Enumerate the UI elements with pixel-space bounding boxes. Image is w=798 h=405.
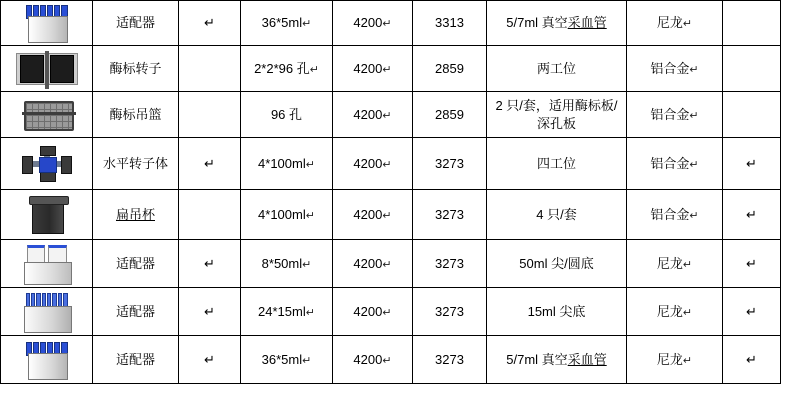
product-name — [93, 190, 179, 240]
spec-mark: ↵ — [305, 209, 315, 222]
speed-mark: ↵ — [382, 209, 392, 222]
table-row — [1, 190, 781, 240]
table-row — [1, 240, 781, 288]
product-image-cell — [1, 138, 93, 190]
product-image-cell — [1, 1, 93, 46]
product-image-cell — [1, 336, 93, 384]
product-name-label[interactable]: 扁吊杯 — [115, 206, 155, 222]
note-cell: 5/7ml 真空采血管 — [487, 1, 627, 46]
speed-mark: ↵ — [382, 258, 392, 271]
table-row — [1, 288, 781, 336]
material-mark: ↵ — [682, 258, 693, 271]
speed-mark: ↵ — [382, 158, 392, 171]
material-value: 铝合金 — [650, 106, 690, 122]
material-mark: ↵ — [689, 63, 699, 76]
note-cell: 四工位 — [487, 138, 627, 190]
speed-value: 4200 — [353, 106, 383, 122]
row-tail — [723, 92, 781, 138]
two-place-rotor-icon — [10, 49, 84, 89]
material-cell — [627, 288, 723, 336]
material-cell — [627, 46, 723, 92]
speed-value: 4200 — [353, 15, 383, 31]
speed-value: 4200 — [353, 303, 383, 319]
material-value: 尼龙 — [656, 351, 683, 367]
speed-cell — [333, 46, 413, 92]
product-image-cell — [1, 92, 93, 138]
blank-cell — [179, 190, 241, 240]
row-tail: ↵ — [723, 240, 781, 288]
rcf-cell: 3273 — [413, 336, 487, 384]
speed-value: 4200 — [353, 155, 383, 171]
note-cell: 两工位 — [487, 46, 627, 92]
spec-cell — [241, 46, 333, 92]
table-row — [1, 46, 781, 92]
row-tail: ↵ — [723, 288, 781, 336]
material-cell — [627, 1, 723, 46]
spec-cell — [241, 240, 333, 288]
speed-cell — [333, 336, 413, 384]
flat-bucket-icon — [10, 195, 84, 235]
row-tail — [723, 46, 781, 92]
speed-cell — [333, 288, 413, 336]
spec-cell — [241, 138, 333, 190]
rcf-cell: 3273 — [413, 240, 487, 288]
adapter-thin-tubes-icon — [10, 292, 84, 332]
hanging-basket-icon — [10, 95, 84, 135]
material-cell — [627, 138, 723, 190]
product-name: 适配器 — [93, 288, 179, 336]
spec-value: 24*15ml — [258, 303, 306, 319]
spec-value: 4*100ml — [258, 206, 306, 222]
row-tail: ↵ — [723, 190, 781, 240]
spec-cell: 96 孔 — [241, 92, 333, 138]
spec-value: 2*2*96 孔 — [254, 60, 310, 76]
adapter-round-tubes-icon — [10, 340, 84, 380]
spec-value: 36*5ml — [261, 15, 303, 31]
note-cell: 4 只/套 — [487, 190, 627, 240]
rcf-cell: 3273 — [413, 288, 487, 336]
note-cell: 2 只/套，适用酶标板/深孔板 — [487, 92, 627, 138]
swing-cross-rotor-icon — [10, 144, 84, 184]
speed-value: 4200 — [353, 255, 383, 271]
product-name: 适配器 — [93, 1, 179, 46]
speed-mark: ↵ — [382, 354, 392, 367]
speed-cell — [333, 1, 413, 46]
rcf-cell: 2859 — [413, 46, 487, 92]
spec-mark: ↵ — [305, 158, 315, 171]
material-mark: ↵ — [682, 306, 693, 319]
product-name: 酶标吊篮 — [93, 92, 179, 138]
material-mark: ↵ — [689, 109, 699, 122]
material-mark: ↵ — [682, 18, 693, 31]
spec-mark: ↵ — [302, 354, 312, 367]
material-value: 铝合金 — [650, 60, 690, 76]
spec-value: 36*5ml — [261, 351, 303, 367]
spec-cell — [241, 190, 333, 240]
table-row — [1, 92, 781, 138]
row-tail — [723, 1, 781, 46]
note-cell: 5/7ml 真空采血管 — [487, 336, 627, 384]
note-link[interactable]: 采血管 — [567, 351, 607, 367]
speed-value: 4200 — [353, 60, 383, 76]
material-cell — [627, 240, 723, 288]
spec-cell — [241, 336, 333, 384]
speed-cell — [333, 92, 413, 138]
product-image-cell — [1, 46, 93, 92]
row-tail: ↵ — [723, 336, 781, 384]
material-value: 铝合金 — [650, 155, 690, 171]
speed-mark: ↵ — [382, 63, 392, 76]
material-cell — [627, 190, 723, 240]
speed-cell — [333, 190, 413, 240]
product-name: 适配器 — [93, 336, 179, 384]
speed-cell — [333, 240, 413, 288]
spec-cell — [241, 288, 333, 336]
material-cell — [627, 336, 723, 384]
blank-cell: ↵ — [179, 138, 241, 190]
speed-value: 4200 — [353, 351, 383, 367]
product-name: 酶标转子 — [93, 46, 179, 92]
rcf-cell: 3273 — [413, 138, 487, 190]
material-cell — [627, 92, 723, 138]
spec-mark: ↵ — [309, 63, 319, 76]
material-value: 尼龙 — [656, 255, 683, 271]
rcf-cell: 3273 — [413, 190, 487, 240]
material-mark: ↵ — [689, 158, 699, 171]
rcf-cell: 3313 — [413, 1, 487, 46]
spec-mark: ↵ — [302, 258, 312, 271]
adapter-two-bottles-icon — [10, 244, 84, 284]
product-image-cell — [1, 190, 93, 240]
blank-cell: ↵ — [179, 1, 241, 46]
speed-mark: ↵ — [382, 109, 392, 122]
spec-mark: ↵ — [302, 18, 312, 31]
material-value: 尼龙 — [656, 303, 683, 319]
spec-value: 4*100ml — [258, 155, 306, 171]
product-image-cell — [1, 288, 93, 336]
product-image-cell — [1, 240, 93, 288]
note-cell: 15ml 尖底 — [487, 288, 627, 336]
material-mark: ↵ — [682, 354, 693, 367]
material-mark: ↵ — [689, 209, 699, 222]
product-name: 适配器 — [93, 240, 179, 288]
table-row — [1, 138, 781, 190]
blank-cell: ↵ — [179, 336, 241, 384]
note-cell: 50ml 尖/圆底 — [487, 240, 627, 288]
product-name: 水平转子体 — [93, 138, 179, 190]
spec-value: 8*50ml — [261, 255, 303, 271]
material-value: 尼龙 — [656, 15, 683, 31]
rcf-cell: 2859 — [413, 92, 487, 138]
speed-mark: ↵ — [382, 18, 392, 31]
blank-cell — [179, 92, 241, 138]
spec-cell — [241, 1, 333, 46]
material-value: 铝合金 — [650, 206, 690, 222]
table-row — [1, 336, 781, 384]
blank-cell: ↵ — [179, 240, 241, 288]
table-row — [1, 1, 781, 46]
row-tail: ↵ — [723, 138, 781, 190]
speed-value: 4200 — [353, 206, 383, 222]
blank-cell: ↵ — [179, 288, 241, 336]
note-link[interactable]: 采血管 — [567, 15, 607, 31]
blank-cell — [179, 46, 241, 92]
adapter-round-tubes-icon — [10, 3, 84, 43]
spec-mark: ↵ — [305, 306, 315, 319]
speed-mark: ↵ — [382, 306, 392, 319]
speed-cell — [333, 138, 413, 190]
